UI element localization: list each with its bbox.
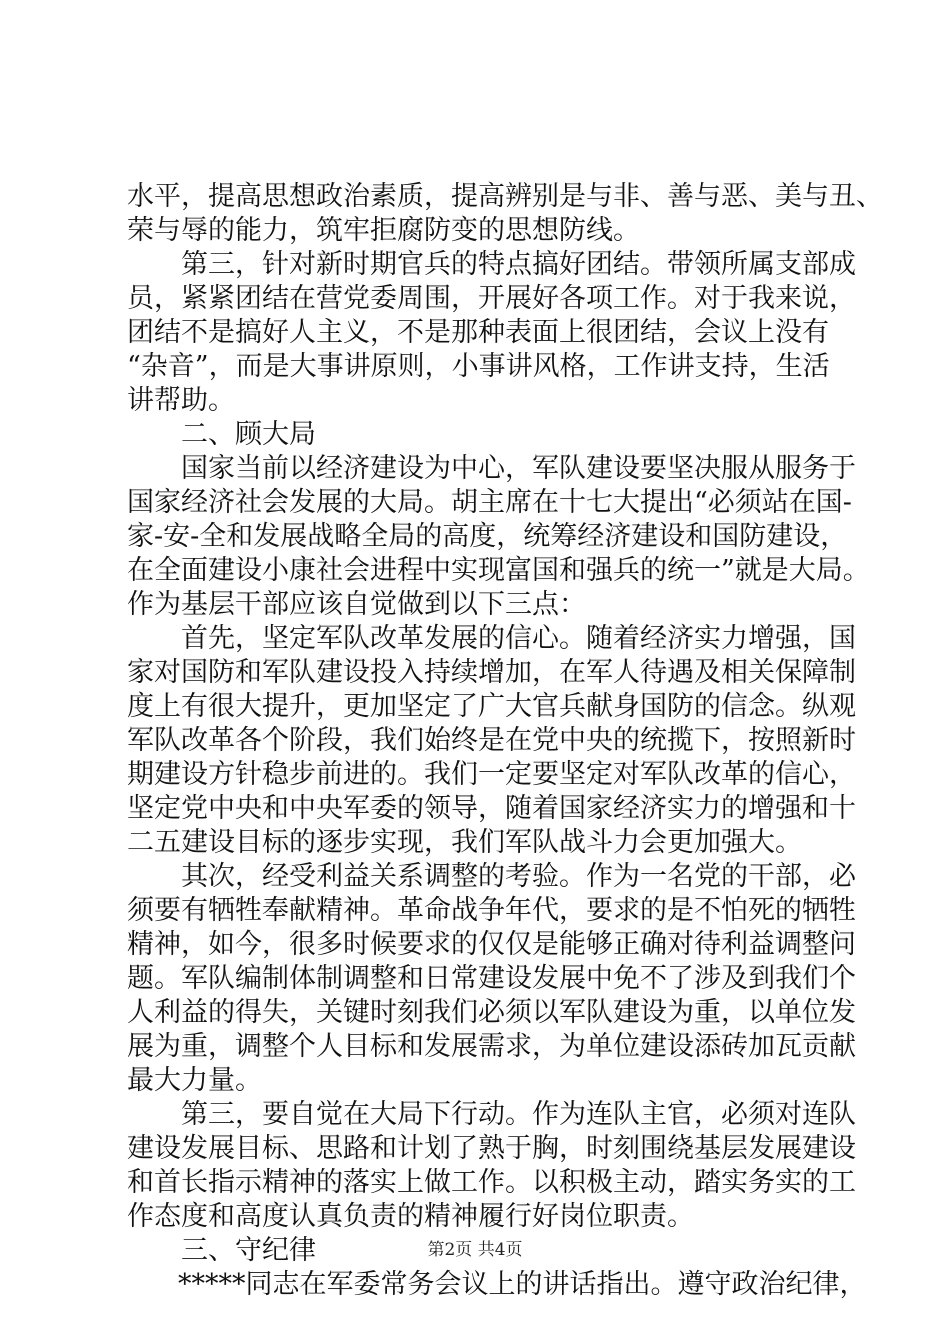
text-line: *****同志在军委常务会议上的讲话指出。遵守政治纪律，: [178, 1269, 867, 1300]
text-line: 度上有很大提升，更加坚定了广大官兵献身国防的信念。纵观: [127, 691, 856, 722]
text-line: 建设发展目标、思路和计划了熟于胸，时刻围绕基层发展建设: [127, 1133, 856, 1164]
text-line: 家-安-全和发展战略全局的高度，统筹经济建设和国防建设，: [127, 521, 848, 552]
text-line: 最大力量。: [127, 1065, 262, 1096]
text-line: 首先，坚定军队改革发展的信心。随着经济实力增强，国: [181, 623, 856, 654]
text-line: 国家当前以经济建设为中心，军队建设要坚决服从服务于: [181, 453, 856, 484]
text-line: 人利益的得失，关键时刻我们必须以军队建设为重，以单位发: [127, 997, 856, 1028]
text-line: 二五建设目标的逐步实现，我们军队战斗力会更加强大。: [127, 827, 802, 858]
text-line: 精神，如今，很多时候要求的仅仅是能够正确对待利益调整问: [127, 929, 856, 960]
text-line: 国家经济社会发展的大局。胡主席在十七大提出“必须站在国-: [127, 487, 852, 518]
text-line: “杂音”，而是大事讲原则，小事讲风格，工作讲支持，生活: [127, 351, 830, 382]
text-line: 题。军队编制体制调整和日常建设发展中免不了涉及到我们个: [127, 963, 856, 994]
text-line: 和首长指示精神的落实上做工作。以积极主动，踏实务实的工: [127, 1167, 856, 1198]
text-line: 家对国防和军队建设投入持续增加，在军人待遇及相关保障制: [127, 657, 856, 688]
text-line: 坚定党中央和中央军委的领导，随着国家经济实力的增强和十: [127, 793, 856, 824]
text-line: 作为基层干部应该自觉做到以下三点：: [127, 589, 586, 620]
text-line: 第三，要自觉在大局下行动。作为连队主官，必须对连队: [181, 1099, 856, 1130]
text-line: 员，紧紧团结在营党委周围，开展好各项工作。对于我来说，: [127, 283, 856, 314]
text-line: 水平，提高思想政治素质，提高辨别是与非、善与恶、美与丑、: [127, 181, 883, 212]
text-line: 在全面建设小康社会进程中实现富国和强兵的统一”就是大局。: [127, 555, 870, 586]
text-line: 讲帮助。: [127, 385, 235, 416]
text-line: 期建设方针稳步前进的。我们一定要坚定对军队改革的信心，: [127, 759, 856, 790]
text-line: 团结不是搞好人主义，不是那种表面上很团结，会议上没有: [127, 317, 829, 348]
section-heading: 三、守纪律: [181, 1235, 316, 1266]
text-line: 军队改革各个阶段，我们始终是在党中央的统揽下，按照新时: [127, 725, 856, 756]
page-footer: 第2页 共4页: [427, 1240, 523, 1260]
text-line: 荣与辱的能力，筑牢拒腐防变的思想防线。: [127, 215, 640, 246]
section-heading: 二、顾大局: [181, 419, 316, 450]
text-line: 须要有牺牲奉献精神。革命战争年代，要求的是不怕死的牺牲: [127, 895, 856, 926]
text-line: 第三，针对新时期官兵的特点搞好团结。带领所属支部成: [181, 249, 856, 280]
text-line: 作态度和高度认真负责的精神履行好岗位职责。: [127, 1201, 694, 1232]
text-line: 展为重，调整个人目标和发展需求，为单位建设添砖加瓦贡献: [127, 1031, 856, 1062]
text-line: 其次，经受利益关系调整的考验。作为一名党的干部，必: [181, 861, 856, 892]
